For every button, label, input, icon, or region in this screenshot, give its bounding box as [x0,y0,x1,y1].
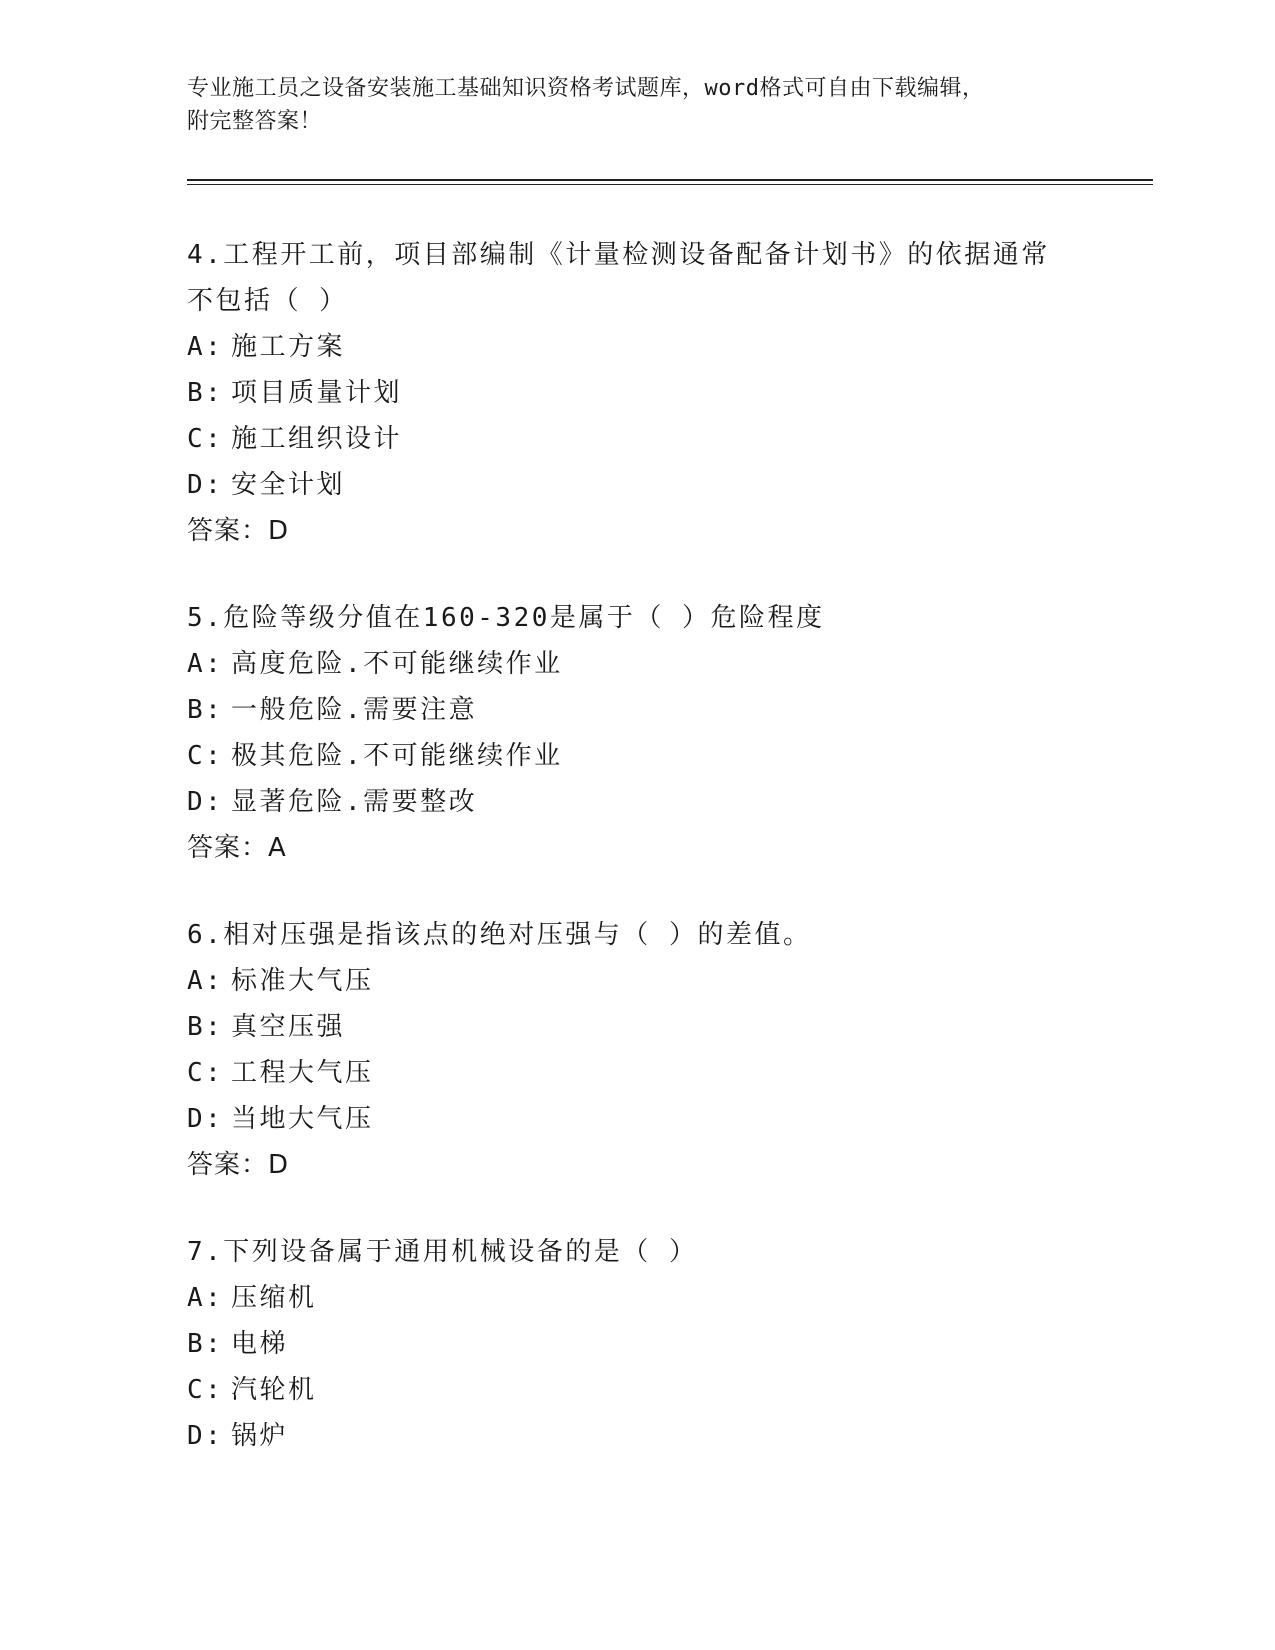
option-key: B: [187,378,224,408]
option-key: B: [187,1329,224,1359]
question-stem: 7.下列设备属于通用机械设备的是（ ） [187,1237,698,1267]
option-text: 电梯 [231,1329,289,1359]
option-text: 汽轮机 [231,1375,317,1405]
option-key: D: [187,1421,224,1451]
question-stem: 5.危险等级分值在160-320是属于（ ）危险程度 [187,603,825,633]
option-text: 锅炉 [231,1421,289,1451]
option-a [187,324,1147,370]
option-d [187,779,1147,825]
answer: 答案：D [187,516,290,546]
option-text: 显著危险.需要整改 [231,787,478,817]
question-stem-continued: 不包括（ ） [187,286,348,316]
question-7 [187,1229,1147,1459]
option-text: 极其危险.不可能继续作业 [231,741,563,771]
option-key: D: [187,1104,224,1134]
option-key: B: [187,1012,224,1042]
option-b [187,1321,1147,1367]
option-d [187,1096,1147,1142]
question-5 [187,595,1147,871]
question-4 [187,232,1147,554]
option-key: A: [187,649,224,679]
option-text: 真空压强 [231,1012,346,1042]
option-key: A: [187,966,224,996]
option-key: C: [187,1375,224,1405]
option-a [187,641,1147,687]
option-key: C: [187,424,224,454]
option-b [187,687,1147,733]
option-text: 标准大气压 [231,966,374,996]
option-c [187,1367,1147,1413]
option-b [187,1004,1147,1050]
option-text: 压缩机 [231,1283,317,1313]
answer: 答案：D [187,1150,290,1180]
option-key: B: [187,695,224,725]
document-header [187,72,1087,138]
header-line-2: 附完整答案！ [187,109,323,134]
option-a [187,958,1147,1004]
option-key: A: [187,332,224,362]
option-key: C: [187,741,224,771]
option-text: 高度危险.不可能继续作业 [231,649,563,679]
option-text: 安全计划 [231,470,346,500]
option-a [187,1275,1147,1321]
option-d [187,462,1147,508]
option-b [187,370,1147,416]
question-spacer [187,554,1147,595]
header-rule-thin [187,184,1153,185]
option-c [187,733,1147,779]
header-line-1: 专业施工员之设备安装施工基础知识资格考试题库，word格式可自由下载编辑， [187,76,985,101]
option-text: 项目质量计划 [231,378,403,408]
question-stem: 6.相对压强是指该点的绝对压强与（ ）的差值。 [187,920,812,950]
answer: 答案：A [187,833,287,863]
option-key: C: [187,1058,224,1088]
option-c [187,416,1147,462]
option-c [187,1050,1147,1096]
option-text: 当地大气压 [231,1104,374,1134]
option-text: 一般危险.需要注意 [231,695,478,725]
option-key: A: [187,1283,224,1313]
question-stem: 4.工程开工前，项目部编制《计量检测设备配备计划书》的依据通常 [187,240,1050,270]
header-rule-thick [187,179,1153,181]
option-text: 施工方案 [231,332,346,362]
question-spacer [187,871,1147,912]
option-key: D: [187,470,224,500]
question-list [187,232,1147,1459]
option-d [187,1413,1147,1459]
option-text: 施工组织设计 [231,424,403,454]
question-spacer [187,1188,1147,1229]
option-key: D: [187,787,224,817]
question-6 [187,912,1147,1188]
option-text: 工程大气压 [231,1058,374,1088]
